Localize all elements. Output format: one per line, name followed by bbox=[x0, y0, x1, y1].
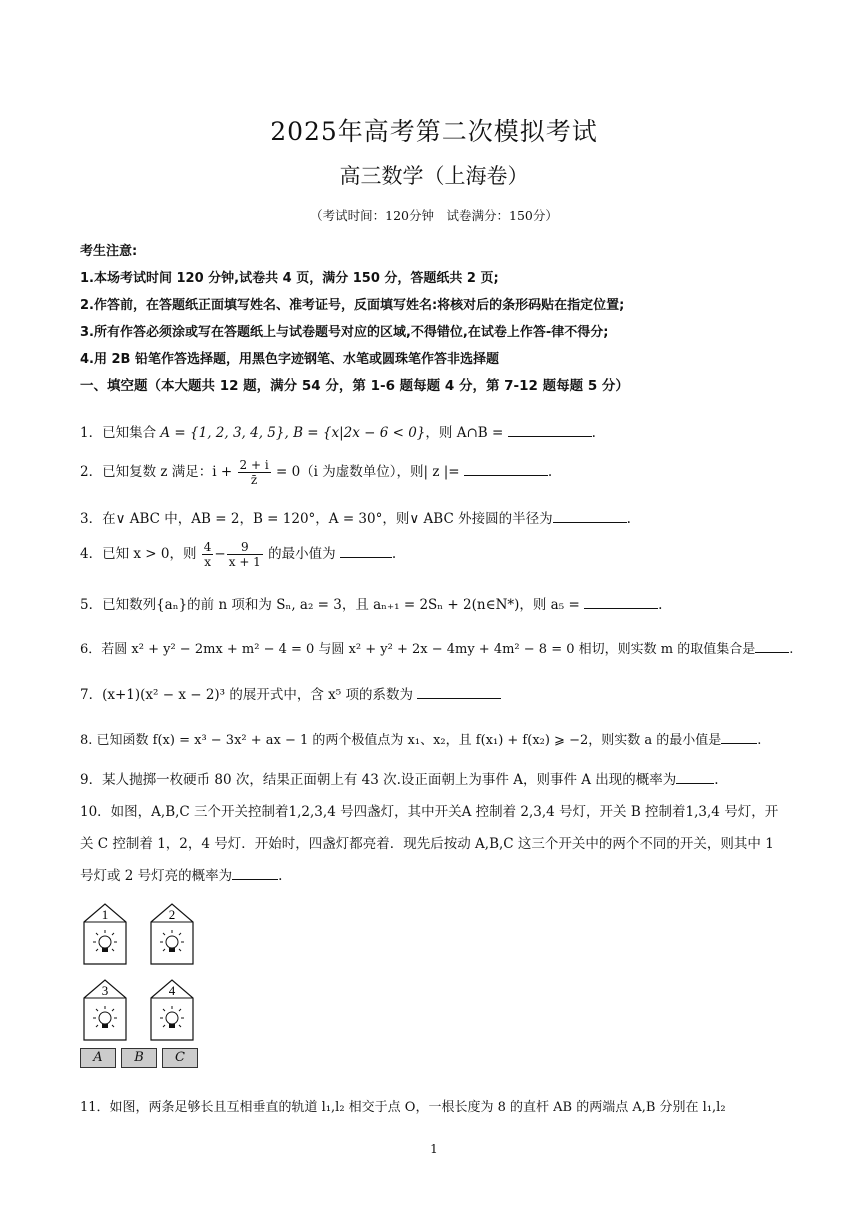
q5-text: 5．已知数列{aₙ}的前 n 项和为 Sₙ, a₂ = 3，且 aₙ₊₁ = 2Sₙ + 2(n∈N*)，则 a₅ = bbox=[80, 597, 580, 613]
q4-numerator-2: 9 bbox=[227, 540, 263, 555]
answer-blank[interactable] bbox=[755, 638, 789, 653]
question-2: 2．已知复数 z 满足：i + $\frac{2 + i}{z̄}$ = 0（i 为虚数单位），则| z |= . bbox=[80, 458, 553, 487]
question-10: 10．如图，A,B,C 三个开关控制着1,2,3,4 号四盏灯，其中开关A 控制着 2,3,4 号灯，开关 B 控制着1,3,4 号灯，开关 C 控制着 1，2，4 号灯．开始时，四盏灯都亮着．现先后按动 A,B,C 这三个开关中的两个不同的开关，则其中 1 号灯或 2 号灯亮的概率为 . bbox=[80, 804, 779, 884]
q2-suffix: = 0（i 为虚数单位），则| z |= bbox=[275, 464, 460, 480]
q2-denominator: z̄ bbox=[250, 473, 258, 487]
q2-fraction bbox=[238, 458, 271, 487]
question-1: 1．已知集合 A = {1, 2, 3, 4, 5}, B = {x|2x − 6 < 0}，则 A∩B = . bbox=[80, 421, 596, 441]
q6-text: 6．若圆 x² + y² − 2mx + m² − 4 = 0 与圆 x² + y² + 2x − 4my + 4m² − 8 = 0 相切，则实数 m 的取值集合是 bbox=[80, 642, 756, 657]
switch-c: C bbox=[162, 1048, 198, 1068]
q8-text: 8. 已知函数 f(x) = x³ − 3x² + ax − 1 的两个极值点为 x₁、x₂，且 f(x₁) + f(x₂) ⩾ −2，则实数 a 的最小值是 bbox=[80, 733, 722, 748]
note-item: 2.作答前，在答题纸正面填写姓名、准考证号，反面填写姓名:将核对后的条形码贴在指定位置; bbox=[80, 298, 625, 313]
lamp-house-3 bbox=[82, 978, 128, 1042]
switch-b: B bbox=[121, 1048, 157, 1068]
lamp-label: 2 bbox=[168, 907, 176, 922]
answer-blank[interactable] bbox=[508, 422, 592, 437]
lamp-label: 1 bbox=[101, 907, 109, 922]
lamp-house-1 bbox=[82, 902, 128, 966]
q1-math: A = {1, 2, 3, 4, 5}, B = {x|2x − 6 < 0} bbox=[160, 425, 426, 441]
q4-denominator-2: x + 1 bbox=[228, 555, 261, 569]
notes-heading: 考生注意: bbox=[80, 244, 138, 259]
q3-text: 3．在∨ ABC 中，AB = 2，B = 120°，A = 30°，则∨ ABC 外接圆的半径为 bbox=[80, 511, 553, 527]
note-item: 1.本场考试时间 120 分钟,试卷共 4 页，满分 150 分，答题纸共 2 页; bbox=[80, 271, 499, 286]
q1-suffix: ，则 A∩B = bbox=[425, 425, 504, 441]
lamp-house-4 bbox=[149, 978, 195, 1042]
q4-prefix: 4．已知 x > 0，则 bbox=[80, 546, 197, 562]
switch-a: A bbox=[80, 1048, 116, 1068]
q4-suffix: 的最小值为 bbox=[268, 546, 336, 562]
question-3: 3．在∨ ABC 中，AB = 2，B = 120°，A = 30°，则∨ ABC 外接圆的半径为 . bbox=[80, 507, 631, 527]
note-item: 4.用 2B 铅笔作答选择题，用黑色字迹钢笔、水笔或圆珠笔作答非选择题 bbox=[80, 352, 499, 367]
q9-text: 9．某人抛掷一枚硬币 80 次，结果正面朝上有 43 次.设正面朝上为事件 A，则事件 A 出现的概率为 bbox=[80, 772, 677, 788]
note-item: 3.所有作答必须涂或写在答题纸上与试卷题号对应的区域,不得错位,在试卷上作答-律不得分; bbox=[80, 325, 609, 340]
q1-prefix: 1．已知集合 bbox=[80, 425, 161, 441]
q11-text: 11．如图，两条足够长且互相垂直的轨道 l₁,l₂ 相交于点 O，一根长度为 8 的直杆 AB 的两端点 A,B 分别在 l₁,l₂ bbox=[80, 1100, 726, 1115]
lamp-house-2 bbox=[149, 902, 195, 966]
answer-blank[interactable] bbox=[417, 684, 501, 699]
question-8: 8. 已知函数 f(x) = x³ − 3x² + ax − 1 的两个极值点为 x₁、x₂，且 f(x₁) + f(x₂) ⩾ −2，则实数 a 的最小值是 . bbox=[80, 729, 761, 748]
answer-blank[interactable] bbox=[676, 769, 714, 784]
q4-numerator-1: 4 bbox=[203, 540, 212, 554]
q2-numerator: 2 + i bbox=[239, 458, 269, 472]
answer-blank[interactable] bbox=[232, 865, 278, 880]
page-title: 2025年高考第二次模拟考试 bbox=[270, 117, 598, 146]
exam-info: （考试时间：120分钟 试卷满分：150分） bbox=[310, 208, 558, 223]
q4-denominator-1: x bbox=[204, 555, 211, 569]
question-7 bbox=[80, 683, 501, 703]
q4-fraction-2 bbox=[227, 540, 263, 569]
answer-blank[interactable] bbox=[584, 594, 658, 609]
question-9: 9．某人抛掷一枚硬币 80 次，结果正面朝上有 43 次.设正面朝上为事件 A，则事件 A 出现的概率为 . bbox=[80, 768, 719, 788]
q2-prefix: 2．已知复数 z 满足：i + bbox=[80, 464, 233, 480]
q4-fraction-1 bbox=[202, 540, 214, 569]
q10-text: 10．如图，A,B,C 三个开关控制着1,2,3,4 号四盏灯，其中开关A 控制着 2,3,4 号灯，开关 B 控制着1,3,4 号灯，开关 C 控制着 1，2，4 号灯．开始时，四盏灯都亮着．现先后按动 A,B,C 这三个开关中的两个不同的开关，则其中 1 号灯或 2 号灯亮的概率为 bbox=[80, 804, 779, 884]
question-5: 5．已知数列{aₙ}的前 n 项和为 Sₙ, a₂ = 3，且 aₙ₊₁ = 2Sₙ + 2(n∈N*)，则 a₅ = . bbox=[80, 593, 662, 613]
question-11 bbox=[80, 1096, 726, 1115]
answer-blank[interactable] bbox=[340, 543, 392, 558]
answer-blank[interactable] bbox=[553, 508, 627, 523]
page-number: 1 bbox=[430, 1142, 438, 1156]
q7-text: 7．(x+1)(x² − x − 2)³ 的展开式中，含 x⁵ 项的系数为 bbox=[80, 687, 413, 703]
question-6: 6．若圆 x² + y² − 2mx + m² − 4 = 0 与圆 x² + y² + 2x − 4my + 4m² − 8 = 0 相切，则实数 m 的取值集合是 . bbox=[80, 638, 793, 657]
page-subtitle: 高三数学（上海卷） bbox=[339, 164, 529, 188]
lamp-label: 4 bbox=[168, 983, 176, 998]
question-4: 4．已知 x > 0，则 $\frac{4}{x}$ − $\frac{9}{x + 1}$ 的最小值为 . bbox=[80, 540, 397, 569]
lamp-label: 3 bbox=[101, 983, 109, 998]
answer-blank[interactable] bbox=[721, 729, 757, 744]
section-title: 一、填空题（本大题共 12 题，满分 54 分，第 1-6 题每题 4 分，第 7-12 题每题 5 分） bbox=[80, 378, 629, 394]
candidate-notes bbox=[80, 238, 624, 373]
answer-blank[interactable] bbox=[464, 461, 548, 476]
